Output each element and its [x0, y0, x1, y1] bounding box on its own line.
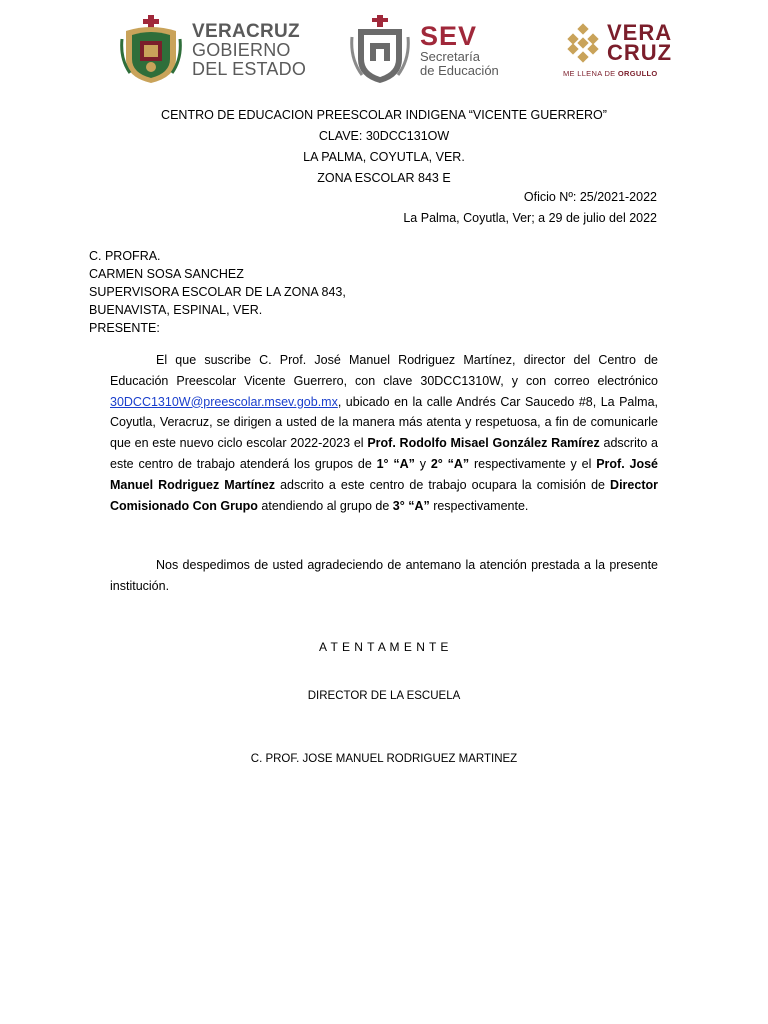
sev-logo	[350, 14, 499, 86]
recipient-line3: SUPERVISORA ESCOLAR DE LA ZONA 843,	[89, 285, 346, 299]
vera-logo-line2: CRUZ	[607, 39, 673, 65]
sev-logo-line2: de Educación	[420, 62, 499, 78]
vera-tagline-start: ME LLENA DE	[563, 68, 618, 78]
vera-logo-tagline	[563, 69, 657, 78]
p1-text-h: respectivamente.	[429, 498, 529, 513]
gobierno-logo	[120, 14, 306, 86]
veracruz-orgullo-logo	[563, 14, 672, 86]
p1-text-a: El que suscribe C. Prof. José Manuel Rodriguez Martínez, director del Centro de Educación Preescolar Vicente Guerrero, con clave 30DCC1310W, y con correo electrónico	[110, 353, 658, 388]
body-paragraph-2	[110, 555, 658, 597]
recipient-line5: PRESENTE:	[89, 321, 160, 335]
vera-logo-line1: VERA	[607, 19, 673, 45]
recipient-block	[89, 247, 346, 337]
recipient-line1: C. PROFRA.	[89, 249, 161, 263]
teacher-name-2: Prof. José Manuel Rodriguez Martínez	[110, 456, 658, 492]
email-link[interactable]: 30DCC1310W@preescolar.msev.gob.mx	[110, 394, 338, 409]
signer-title: DIRECTOR DE LA ESCUELA	[307, 690, 461, 702]
p1-text-c: adscrito a este centro de trabajo atenderá los grupos de	[110, 436, 658, 471]
sev-logo-line1: Secretaría	[420, 48, 480, 64]
p1-text-d: y	[414, 456, 431, 471]
teacher-name-1: Prof. Rodolfo Misael González Ramírez	[367, 436, 600, 451]
group-2: 2° “A”	[430, 456, 470, 471]
sev-logo-title: SEV	[420, 20, 478, 51]
p1-text-b: , ubicado en la calle Andrés Car Saucedo #8, La Palma, Coyutla, Veracruz, se dirigen a usted de la manera más atenta y respetuosa, a fin de comunicarle que en este nuevo ciclo escolar 2022-2023 el	[110, 394, 658, 451]
p1-text-e: respectivamente y el	[469, 456, 597, 471]
group-3: 3° “A”	[392, 498, 430, 513]
shield-emblem-icon	[350, 15, 410, 85]
recipient-line4: BUENAVISTA, ESPINAL, VER.	[89, 303, 263, 317]
p2-text: Nos despedimos de usted agradeciendo de antemano la atención prestada a la presente institución.	[110, 558, 658, 593]
vera-tagline-bold: ORGULLO	[617, 68, 658, 78]
oficio-number: Oficio Nº: 25/2021-2022	[523, 190, 657, 204]
school-clave: CLAVE: 30DCC131OW	[318, 129, 450, 143]
body-paragraph-1	[110, 350, 658, 516]
gob-logo-line3: DEL ESTADO	[192, 58, 307, 79]
atentamente: A T E N T A M E N T E	[319, 640, 449, 654]
diamond-pattern-icon	[563, 23, 603, 63]
group-1: 1° “A”	[376, 456, 415, 471]
oficio-date: La Palma, Coyutla, Ver; a 29 de julio del 2022	[403, 211, 657, 225]
school-name: CENTRO DE EDUCACION PREESCOLAR INDIGENA “VICENTE GUERRERO”	[161, 108, 607, 122]
director-role: Director Comisionado Con Grupo	[110, 477, 658, 513]
gob-logo-line2: GOBIERNO	[192, 39, 291, 60]
p1-text-g: atendiendo al grupo de	[257, 498, 393, 513]
school-zone: ZONA ESCOLAR 843 E	[317, 171, 451, 185]
p1-text-f: adscrito a este centro de trabajo ocupara la comisión de	[275, 477, 611, 492]
school-location: LA PALMA, COYUTLA, VER.	[303, 150, 465, 164]
coat-of-arms-icon	[120, 15, 182, 85]
signer-name: C. PROF. JOSE MANUEL RODRIGUEZ MARTINEZ	[250, 753, 518, 765]
recipient-line2: CARMEN SOSA SANCHEZ	[89, 267, 244, 281]
gob-logo-line1: VERACRUZ	[192, 20, 300, 42]
